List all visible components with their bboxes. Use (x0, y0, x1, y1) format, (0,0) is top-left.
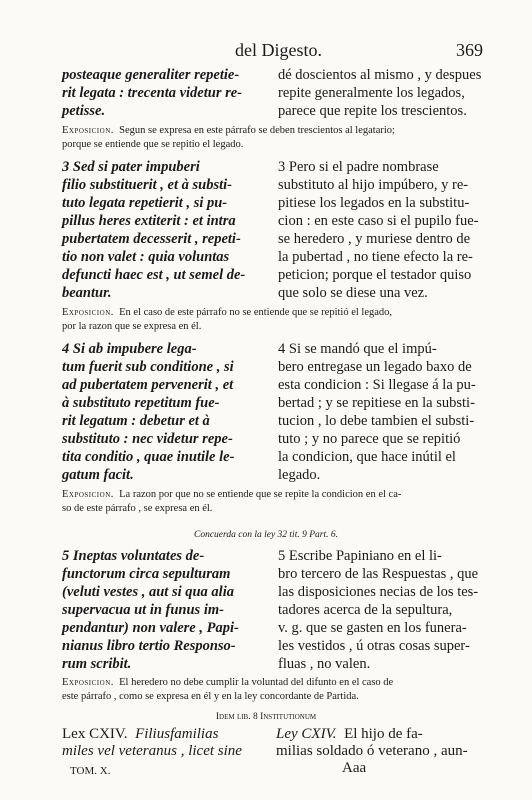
exposition-0 (62, 124, 480, 152)
exposition-label: Exposicion. (62, 677, 114, 688)
text-line: milias soldado ó veterano , aun- (276, 743, 468, 759)
exposition-label: Exposicion. (62, 125, 114, 136)
text-line: El heredero no debe cumplir la voluntad del difunto en el caso de (119, 677, 394, 688)
text-line: 3 Sed si pater impuberi (62, 159, 200, 175)
latin-paragraph-4 (62, 340, 234, 484)
text-line: à substituto repetitum fue- (62, 395, 220, 411)
text-line: Segun se expresa en este párrafo se deben trescientos al legatario; (119, 125, 395, 136)
text-line: peticion; porque el testador quiso (278, 267, 472, 283)
text-line: so de este párrafo , se expresa en él. (62, 503, 213, 514)
text-line: 4 Si ab impubere lega- (62, 341, 197, 357)
text-line: 5 Ineptas voluntates de- (62, 548, 205, 564)
text-line: 5 Escribe Papiniano en el li- (278, 548, 442, 564)
text-line: beantur. (62, 285, 112, 301)
text-line: petisse. (62, 103, 106, 119)
signature-mark: Aaa (342, 760, 367, 776)
text-line: (veluti vestes , aut si qua alia (62, 584, 234, 600)
text-line: rit legata : trecenta videtur re- (62, 85, 243, 101)
text-line: bero entregase un legado baxo de (278, 359, 472, 375)
text-line: bertad ; y se repitiese en la substi- (278, 395, 475, 411)
text-line: rit legatum : debetur et à (62, 413, 210, 429)
text-line: parece que repite los trescientos. (278, 103, 467, 119)
text-line: por la razon que se expresa en él. (62, 321, 202, 332)
text-line: tum fuerit sub conditione , si (62, 359, 234, 375)
exposition-label: Exposicion. (62, 489, 114, 500)
latin-law-number: Lex CXIV. (62, 726, 128, 742)
exposition-3 (62, 676, 480, 704)
text-line: tuto ; y no parece que se repitió (278, 431, 461, 447)
text-line: pubertatem decesserit , repeti- (62, 231, 241, 247)
text-line: tucion , lo debe tambien el substi- (278, 413, 475, 429)
text-line: pitiese los legados en la substitu- (278, 195, 470, 211)
text-line: se heredero , y muriese dentro de (278, 231, 471, 247)
text-line: gatum facit. (62, 467, 134, 483)
spanish-paragraph-4 (278, 340, 476, 484)
text-line: tadores acerca de la sepultura, (278, 602, 453, 618)
text-line: les vestidos , ú otras cosas super- (278, 638, 470, 654)
volume-mark: TOM. X. (70, 765, 111, 777)
latin-law-start (62, 726, 242, 760)
text-line: fluas , no valen. (278, 656, 371, 672)
text-line: Filiusfamilias (135, 726, 219, 742)
running-title: del Digesto. (235, 40, 322, 60)
text-line: v. g. que se gasten en los funera- (278, 620, 467, 636)
text-line: pillus heres extiterit : et intra (62, 213, 236, 229)
text-line: La razon por que no se entiende que se repite la condicion en el ca- (119, 489, 402, 500)
text-line: ad pubertatem pervenerit , et (62, 377, 234, 393)
text-line: tita conditio , quae inutile le- (62, 449, 235, 465)
spanish-paragraph-5 (278, 547, 478, 673)
text-line: 3 Pero si el padre nombrase (278, 159, 439, 175)
text-line: cion : en este caso si el pupilo fue- (278, 213, 479, 229)
text-line: 4 Si se mandó que el impú- (278, 341, 437, 357)
text-line: la pubertad , no tiene efecto la re- (278, 249, 473, 265)
text-line: substituto : nec videtur repe- (62, 431, 233, 447)
spanish-paragraph-0 (278, 66, 481, 120)
text-line: porque se entiende que se repitio el legado. (62, 139, 244, 150)
text-line: las disposiciones necias de los tes- (278, 584, 479, 600)
spanish-law-start (276, 726, 468, 760)
exposition-2 (62, 488, 480, 516)
text-line: pendantur) non valere , Papi- (62, 620, 239, 636)
spanish-law-number: Ley CXIV. (276, 726, 337, 742)
exposition-label: Exposicion. (62, 307, 114, 318)
text-line: legado. (278, 467, 321, 483)
text-line: tuto legata repetierit , si pu- (62, 195, 228, 211)
source-note: Idem lib. 8 Institutionum (215, 712, 317, 722)
text-line: El hijo de fa- (344, 726, 423, 742)
latin-paragraph-0 (62, 66, 242, 120)
text-line: supervacua ut in funus im- (62, 602, 224, 618)
text-line: repite generalmente los legados, (278, 85, 465, 101)
text-line: rum scribit. (62, 656, 132, 672)
latin-paragraph-5 (62, 547, 239, 673)
text-line: miles vel veteranus , licet sine (62, 743, 242, 759)
text-line: nianus libro tertio Responso- (62, 638, 236, 654)
text-line: filio substituerit , et à substi- (62, 177, 232, 193)
text-line: este párrafo , como se expresa en él y en la ley concordante de Partida. (62, 691, 359, 702)
text-line: substituto al hijo impúbero, y re- (278, 177, 469, 193)
text-line: posteaque generaliter repetie- (62, 67, 240, 83)
text-line: defuncti haec est , ut semel de- (62, 267, 246, 283)
text-line: bro tercero de las Respuestas , que (278, 566, 479, 582)
latin-paragraph-3 (62, 158, 245, 302)
text-line: functorum circa sepulturam (62, 566, 231, 582)
text-line: la condicion, que hace inútil el (278, 449, 456, 465)
exposition-1 (62, 306, 480, 334)
text-line: tio non valet : quia voluntas (62, 249, 230, 265)
text-line: En el caso de este párrafo no se entiende que se repitió el legado, (119, 307, 393, 318)
page-number: 369 (456, 40, 483, 60)
text-line: esta condicion : Si llegase á la pu- (278, 377, 476, 393)
page-header (0, 40, 532, 64)
text-line: dé doscientos al mismo , y despues (278, 67, 482, 83)
concordance-note: Concuerda con la ley 32 tit. 9 Part. 6. (194, 530, 338, 540)
spanish-paragraph-3 (278, 158, 479, 302)
text-line: que solo se diese una vez. (278, 285, 428, 301)
